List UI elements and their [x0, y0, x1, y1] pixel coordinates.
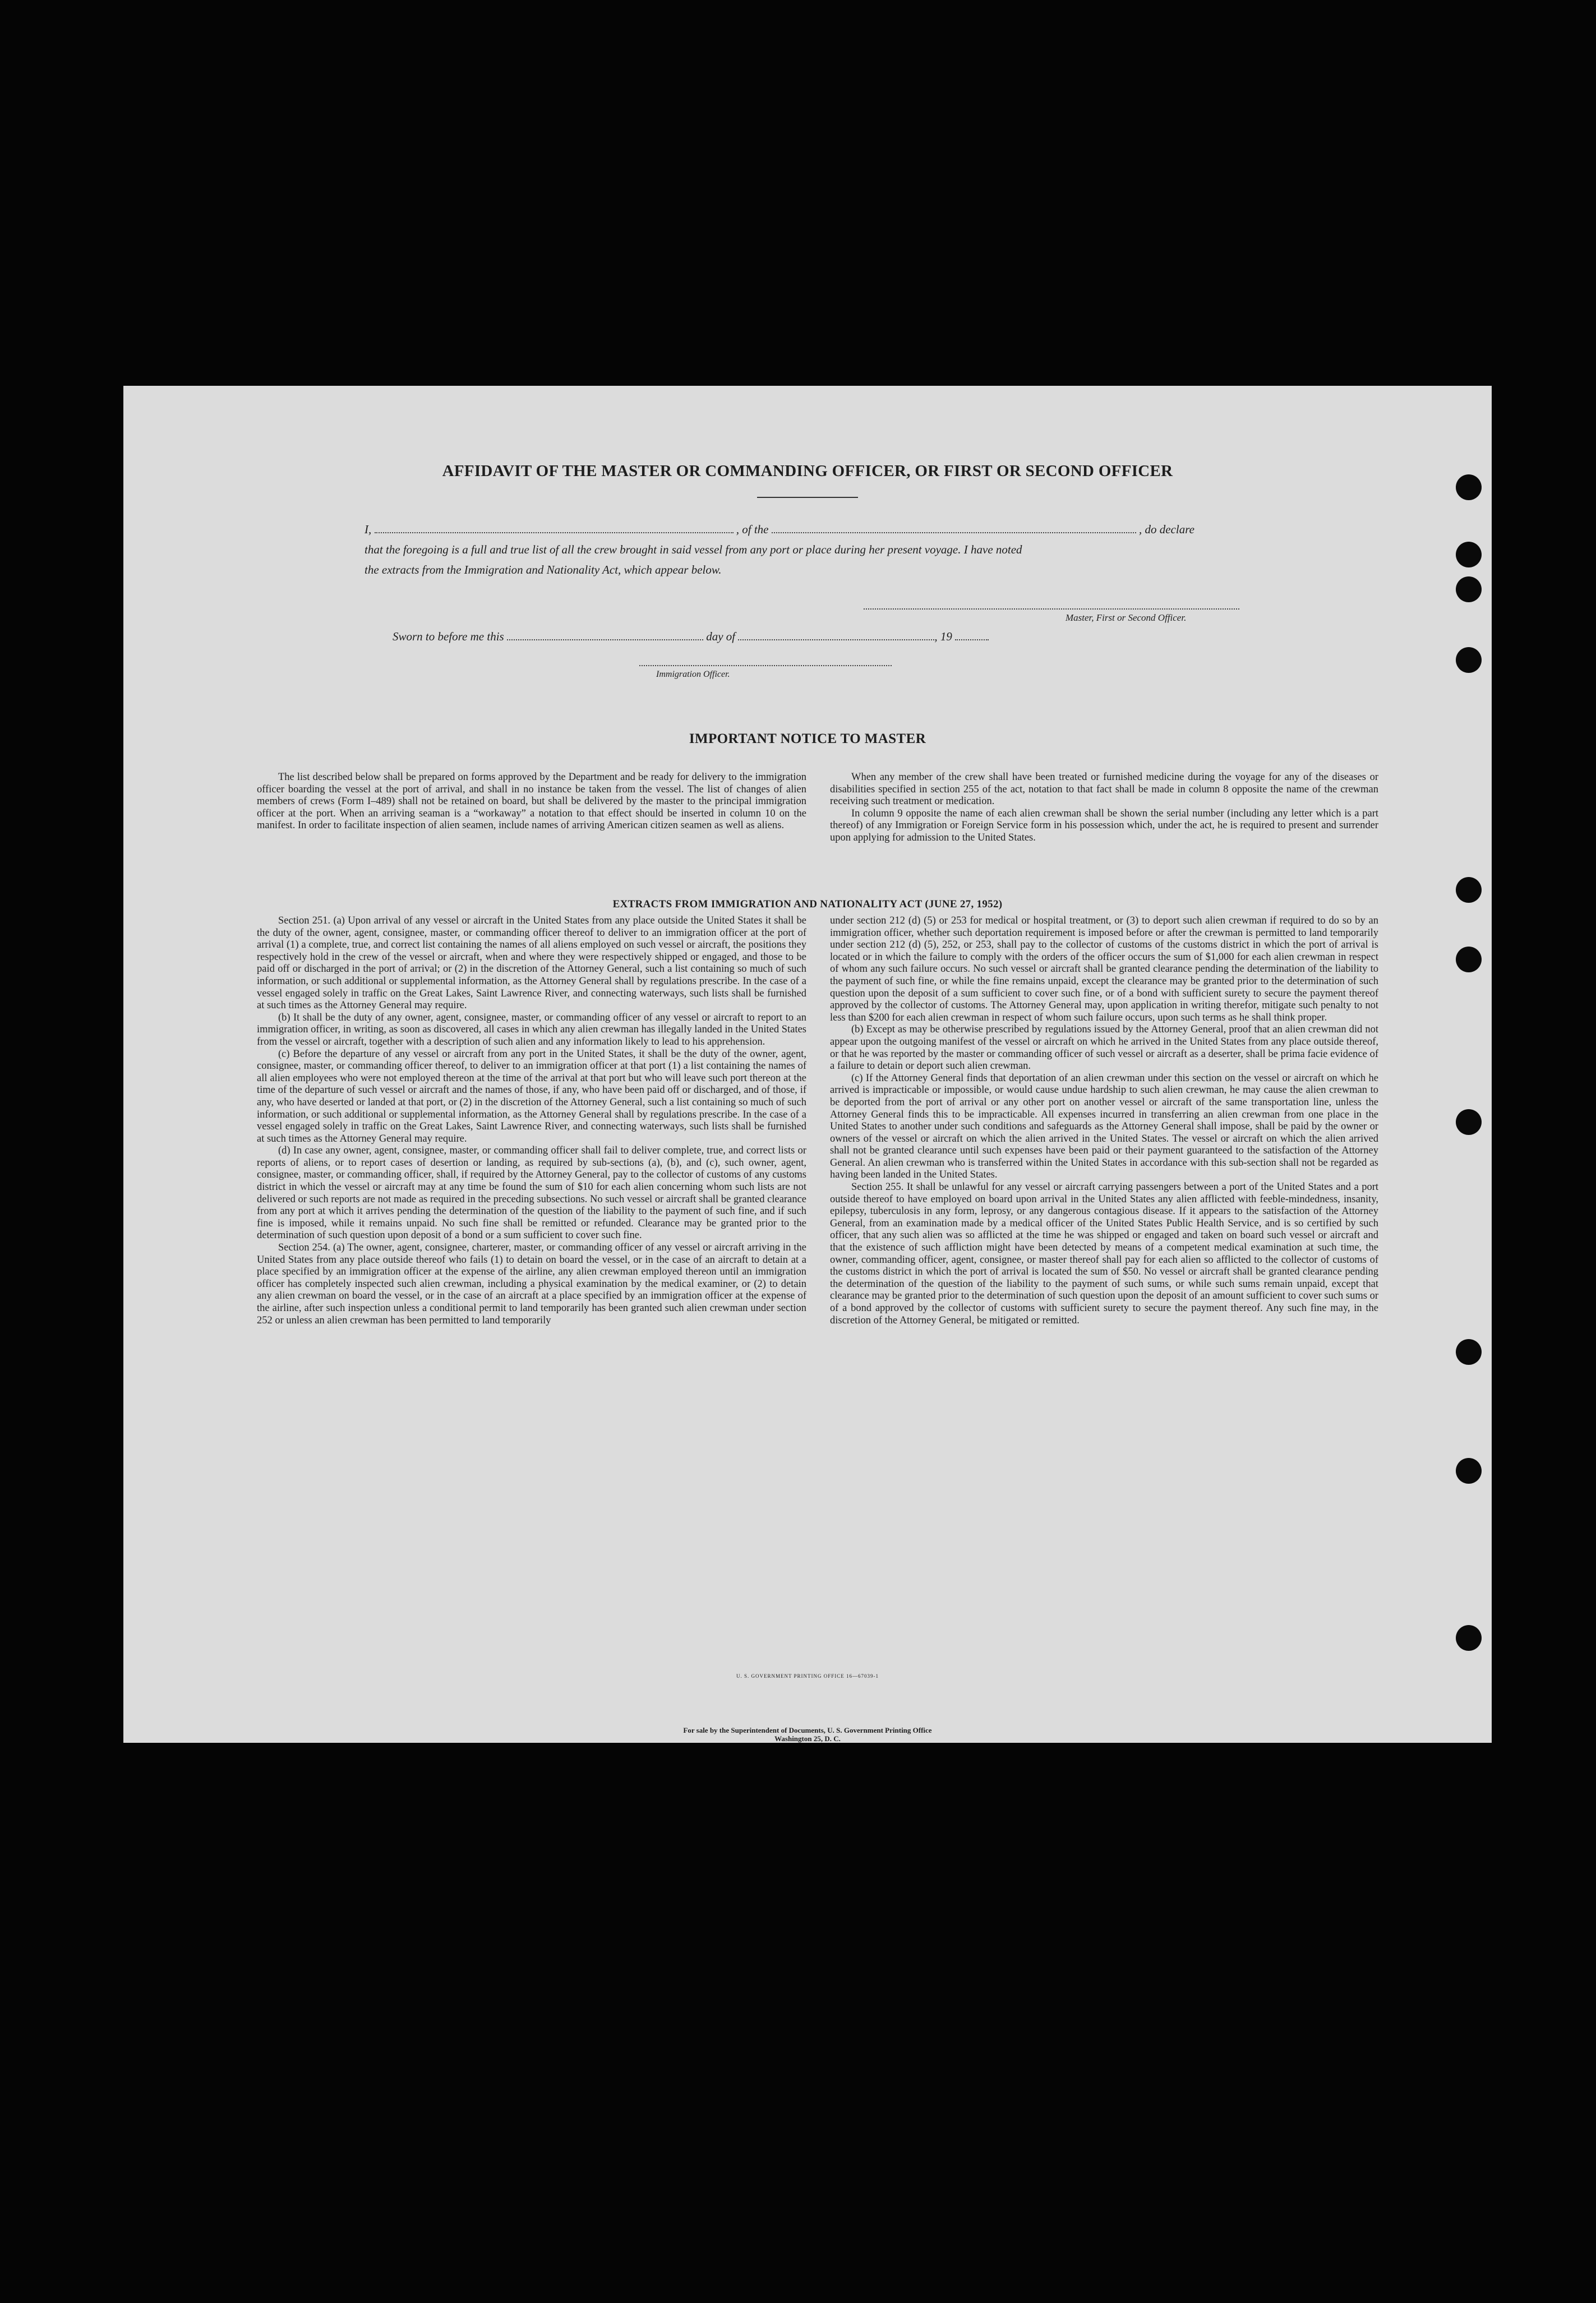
of-the-label: , of the	[736, 523, 769, 536]
title-rule	[757, 497, 858, 498]
binder-hole	[1456, 1458, 1482, 1484]
notice-paragraph: In column 9 opposite the name of each alien crewman shall be shown the serial number (including any letter which is a part thereof) of any Immigration or Foreign Service form in his possession which, under the act, he is required to present and surrender upon applying for admission to the United States.	[830, 807, 1378, 843]
statute-paragraph: (c) Before the departure of any vessel or aircraft from any port in the United States, it shall be the duty of the owner, agent, consignee, master, or commanding officer thereof, to deliver to an immigration officer at that port (1) a list containing the names of all alien employees who were not employed thereon at the time of the arrival at that port but who will leave such port thereon at the time of the departure of such vessel or aircraft and the names of those, if any, who have been paid off or discharged, and of those, if any, who have deserted or landed at that port, or (2) in the discretion of the Attorney General, such a list containing so much of such information, or such additional or supplemental information, as the Attorney General shall by regulations prescribe. In the case of a vessel engaged solely in traffic on the Great Lakes, Saint Lawrence River, and connecting waterways, such lists shall be furnished at such times as the Attorney General may require.	[257, 1048, 806, 1144]
extracts-left-column	[257, 915, 806, 1327]
extracts-right-column	[830, 915, 1378, 1327]
binder-hole	[1456, 647, 1482, 673]
binder-hole	[1456, 576, 1482, 602]
i-label: I,	[365, 523, 372, 536]
master-name-field[interactable]	[375, 522, 734, 533]
notice-paragraph: When any member of the crew shall have been treated or furnished medicine during the voyage for any of the diseases or disabilities specified in section 255 of the act, notation to that fact shall be made in column 8 opposite the name of the crewman receiving such treatment or medication.	[830, 772, 1378, 807]
statute-paragraph: under section 212 (d) (5) or 253 for medical or hospital treatment, or (3) to deport such alien crewman if required to do so by an immigration officer, whether such deportation requirement is imposed before or after the crewman is permitted to land temporarily under section 212 (d) (5), 252, or 253, shall pay to the collector of customs of the customs district in which the port of arrival is located or in which the failure to comply with the orders of the officer occurs the sum of $1,000 for each alien crewman in respect of whom any such failure occurs. No such vessel or aircraft shall be granted clearance pending the determination of the liability to the payment of such fine, or while the fine remains unpaid, except the clearance may be granted prior to the determination of such question upon the deposit of a sum sufficient to cover such fine, or of a bond with sufficient surety to secure the payment thereof approved by the collector of customs. The Attorney General may, upon application in writing therefor, mitigate such penalty to not less than $200 for each alien crewman in respect of whom such failure occurs, upon such terms as he shall think proper.	[830, 915, 1378, 1023]
notice-right-column	[830, 772, 1378, 844]
sworn-year-field[interactable]	[955, 629, 989, 640]
sworn-day-field[interactable]	[507, 629, 703, 640]
statute-paragraph: Section 255. It shall be unlawful for any vessel or aircraft carrying passengers between a port of the United States and a port outside thereof to have employed on board upon arrival in the United States any alien afflicted with feeble-mindedness, insanity, epilepsy, tuberculosis in any form, leprosy, or any dangerous contagious disease. If it appears to the satisfaction of the Attorney General, from an examination made by a medical officer of the United States Public Health Service, and is so certified by such officer, that any such alien was so afflicted at the time he was shipped or engaged and taken on board such vessel or aircraft and that the existence of such affliction might have been detected by means of a competent medical examination at such time, the owner, commanding officer, agent, consignee, or master thereof shall pay for each alien so afflicted to the collector of customs of the customs district in which the port of arrival is located the sum of $50. No vessel or aircraft shall be granted clearance pending the determination of the question of the liability to the payment of such sums, or while such sums remain unpaid, except that clearance may be granted prior to the determination of such question upon the deposit of an amount sufficient to cover such sums or of a bond approved by the collector of customs with sufficient surety to secure the payment thereof. Any such fine may, in the discretion of the Attorney General, be mitigated or remitted.	[830, 1182, 1378, 1326]
binder-hole	[1456, 947, 1482, 972]
affidavit-declaration	[365, 519, 1374, 580]
statute-paragraph: (c) If the Attorney General finds that deportation of an alien crewman under this section on the vessel or aircraft on which he arrived is impracticable or impossible, or would cause undue hardship to such alien crewman, he may cause the alien crewman to be deported from the port of arrival or any other port on another vessel or aircraft of the same transportation line, unless the Attorney General finds this to be impracticable. All expenses incurred in transferring an alien crewman from one place in the United States to another under such conditions and safeguards as the Attorney General shall impose, shall be paid by the owner or owners of the vessel or aircraft on which the alien arrived in the United States. The vessel or aircraft on which the alien arrived shall not be granted clearance until such expenses have been paid or their payment guaranteed to the satisfaction of the Attorney General. An alien crewman who is transferred within the United States in accordance with this sub-section shall not be regarded as having been landed in the United States.	[830, 1072, 1378, 1181]
gpo-imprint: U. S. GOVERNMENT PRINTING OFFICE 16—67039-1	[736, 1673, 879, 1679]
notice-left-column	[257, 772, 806, 832]
master-signature-label: Master, First or Second Officer.	[1065, 612, 1187, 623]
declaration-line-3: the extracts from the Immigration and Nationality Act, which appear below.	[365, 563, 722, 576]
sworn-label: Sworn to before me this	[393, 630, 504, 643]
declaration-line-1	[365, 519, 1374, 539]
affidavit-title: AFFIDAVIT OF THE MASTER OR COMMANDING OFFICER, OR FIRST OR SECOND OFFICER	[442, 462, 1173, 480]
statute-paragraph: (b) It shall be the duty of any owner, agent, consignee, master, or commanding officer of any vessel or aircraft to report to an immigration officer, in writing, as soon as discovered, all cases in which any alien crewman has illegally landed in the United States from the vessel or aircraft, together with a description of such alien and any information likely to lead to his apprehension.	[257, 1012, 806, 1047]
document-page	[123, 386, 1492, 1743]
sworn-line	[393, 629, 989, 644]
binder-hole	[1456, 542, 1482, 567]
statute-paragraph: Section 251. (a) Upon arrival of any vessel or aircraft in the United States from any place outside the United States it shall be the duty of the owner, agent, consignee, master, or commanding officer thereof to deliver to an immigration officer at the port of arrival (1) a complete, true, and correct list containing the names of all aliens employed on such vessel or aircraft, the positions they respectively hold in the crew of the vessel or aircraft, when and where they were respectively shipped or engaged, and those to be paid off or discharged in the port of arrival; or (2) in the discretion of the Attorney General, such a list containing so much of such information, or such additional or supplemental information, as the Attorney General shall by regulations prescribe. In the case of a vessel engaged solely in traffic on the Great Lakes, Saint Lawrence River, and connecting waterways, such lists shall be furnished at such times as the Attorney General may require.	[257, 915, 806, 1012]
sworn-month-field[interactable]	[738, 629, 934, 640]
statute-paragraph: (b) Except as may be otherwise prescribed by regulations issued by the Attorney General, proof that an alien crewman did not appear upon the outgoing manifest of the vessel or aircraft on which he arrived in the United States from any place outside thereof, or that he was reported by the master or commanding officer of such vessel or aircraft as a deserter, shall be prima facie evidence of a failure to detain or deport such alien crewman.	[830, 1024, 1378, 1072]
declaration-line-2: that the foregoing is a full and true list of all the crew brought in said vessel from any port or place during her present voyage. I have noted	[365, 543, 1022, 556]
sale-line-1: For sale by the Superintendent of Documents, U. S. Government Printing Office	[683, 1726, 932, 1734]
day-of-label: day of	[706, 630, 736, 643]
statute-paragraph: (d) In case any owner, agent, consignee, master, or commanding officer shall fail to deliver complete, true, and correct lists or reports of aliens, or to report cases of desertion or landing, as required by sub-sections (a), (b), and (c), such owner, agent, consignee, master, or commanding officer, shall, if required by the Attorney General, pay to the collector of customs of any customs district in which the vessel or aircraft may at any time be found the sum of $10 for each alien concerning whom such lists are not delivered or such reports are not made as required in the preceding subsections. No such vessel or aircraft shall be granted clearance from any port at which it arrives pending the determination of the question of the liability to the payment of such fine, and if such fine is imposed, while it remains unpaid. No such fine shall be remitted or refunded. Clearance may be granted prior to the determination of such question upon deposit of a bond or a sum sufficient to cover such fine.	[257, 1145, 806, 1242]
do-declare-label: , do declare	[1139, 523, 1194, 536]
binder-hole	[1456, 1339, 1482, 1365]
sale-line-2: Washington 25, D. C.	[774, 1734, 841, 1743]
notice-paragraph: The list described below shall be prepared on forms approved by the Department and be ready for delivery to the immigration officer boarding the vessel at the port of arrival, and shall in no instance be taken from the vessel. The list of changes of alien members of crews (Form I–489) shall not be retained on board, but shall be delivered by the master to the principal immigration officer at the port. When an arriving seaman is a “workaway” a notation to that effect should be inserted in column 10 on the manifest. In order to facilitate inspection of alien seamen, include names of arriving American citizen seamen as well as aliens.	[257, 772, 806, 832]
binder-hole	[1456, 1109, 1482, 1135]
notice-title: IMPORTANT NOTICE TO MASTER	[689, 731, 926, 746]
master-signature-field[interactable]	[864, 608, 1239, 610]
immigration-officer-label: Immigration Officer.	[656, 670, 730, 679]
binder-hole	[1456, 1625, 1482, 1651]
vessel-name-field[interactable]	[772, 522, 1136, 533]
immigration-officer-signature-field[interactable]	[639, 665, 892, 666]
year-label: , 19	[934, 630, 952, 643]
sale-notice	[123, 1726, 1492, 1743]
extracts-title: EXTRACTS FROM IMMIGRATION AND NATIONALITY ACT (JUNE 27, 1952)	[612, 898, 1003, 910]
statute-paragraph: Section 254. (a) The owner, agent, consignee, charterer, master, or commanding officer of any vessel or aircraft arriving in the United States from any place outside thereof who fails (1) to detain on board the vessel, or in the case of an aircraft to detain at a place specified by an immigration officer at the expense of the airline, any alien crewman employed thereon until an immigration officer has completely inspected such alien crewman, including a physical examination by the medical examiner, or (2) to detain any alien crewman on board the vessel, or in the case of an aircraft at a place specified by an immigration officer at the expense of the airline, after such inspection unless a conditional permit to land temporarily has been granted such alien crewman under section 252 or unless an alien crewman has been permitted to land temporarily	[257, 1242, 806, 1326]
